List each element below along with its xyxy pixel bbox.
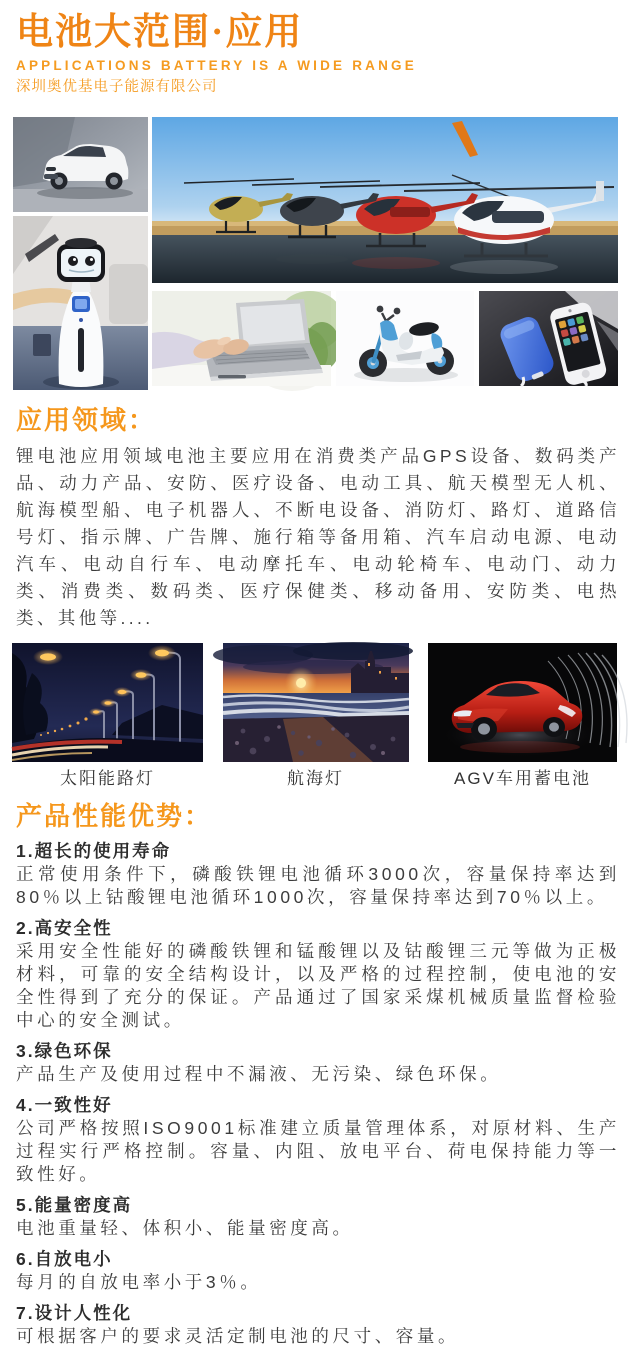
photo-cards-row [12,643,617,789]
photo-caption-agv-battery: AGV车用蓄电池 [454,769,591,788]
advantage-body: 每月的自放电率小于3％。 [16,1272,262,1292]
advantage-body: 产品生产及使用过程中不漏液、无污染、绿色环保。 [16,1064,502,1084]
header [0,0,635,96]
advantage-item-2 [16,918,620,1032]
advantage-title: 1.超长的使用寿命 [16,841,172,861]
application-body-text: 锂电池应用领域电池主要应用在消费类产品GPS设备、数码类产品、动力产品、安防、医疗设备、电动工具、航天模型无人机、航海模型船、电子机器人、不断电设备、消防灯、路灯、道路信号灯、指示牌、广告牌、施行箱等备用箱、汽车启动电源、电动汽车、电动自行车、电动摩托车、电动轮椅车、电动门、动力类、消费类、数码类、医疗保健类、移动备用、安防类、电热类、其他等.... [16,446,620,628]
advantage-body: 公司严格按照ISO9001标准建立质量管理体系，对原材料、生产过程实行严格控制。容量、内阻、放电平台、荷电保持能力等一致性好。 [16,1118,620,1184]
gallery-left-column [13,117,148,390]
electric-scooter-photo [336,291,474,386]
advantages-section [16,800,620,1348]
page-title: 电池大范围·应用 [16,12,304,53]
advantage-body: 采用安全性能好的磷酸铁锂和锰酸锂以及钴酸锂三元等做为正极材料，可靠的安全结构设计，以及严格的过程控制，使电池的安全性得到了充分的保证。产品通过了国家采煤机械质量监督检验中心的安全测试。 [16,941,620,1030]
advantage-title: 4.一致性好 [16,1095,113,1115]
advantages-section-heading: 产品性能优势： [16,801,213,831]
advantage-body: 正常使用条件下，磷酸铁锂电池循环3000次，容量保持率达到80％以上钴酸锂电池循环1000次，容量保持率达到70％以上。 [16,864,620,907]
advantage-title: 3.绿色环保 [16,1041,113,1061]
photo-caption-solar-streetlight: 太阳能路灯 [60,769,155,788]
advantage-item-3 [16,1041,620,1086]
agv-battery-car-photo [428,643,617,762]
advantage-title: 2.高安全性 [16,918,113,938]
advantage-body: 可根据客户的要求灵活定制电池的尺寸、容量。 [16,1326,460,1346]
helicopters-photo [152,117,618,283]
photo-card-agv-battery [428,643,617,789]
advantage-body: 电池重量轻、体积小、能量密度高。 [16,1218,354,1238]
gallery-right-column [152,117,627,390]
advantage-title: 5.能量密度高 [16,1195,133,1215]
powerbank-phone-photo [479,291,618,386]
photo-caption-marine-light: 航海灯 [287,769,344,788]
gallery-bottom-row [152,291,627,386]
marine-light-photo [223,643,409,762]
advantage-item-4 [16,1095,620,1186]
page-subtitle-english: APPLICATIONS BATTERY IS A WIDE RANGE [16,58,417,73]
advantage-item-1 [16,841,620,909]
advantage-title: 6.自放电小 [16,1249,113,1269]
company-name: 深圳奥优基电子能源有限公司 [16,79,218,95]
application-section-heading: 应用领域： [16,405,157,435]
advantage-title: 7.设计人性化 [16,1303,133,1323]
photo-card-solar-streetlight [12,643,203,789]
advantage-item-5 [16,1195,620,1240]
advantage-item-7 [16,1303,620,1348]
photo-card-marine-light [223,643,409,789]
white-car-photo [13,117,148,212]
laptop-typing-photo [152,291,331,386]
application-gallery [13,117,627,390]
solar-streetlight-photo [12,643,203,762]
advantage-item-6 [16,1249,620,1294]
service-robot-photo [13,216,148,390]
